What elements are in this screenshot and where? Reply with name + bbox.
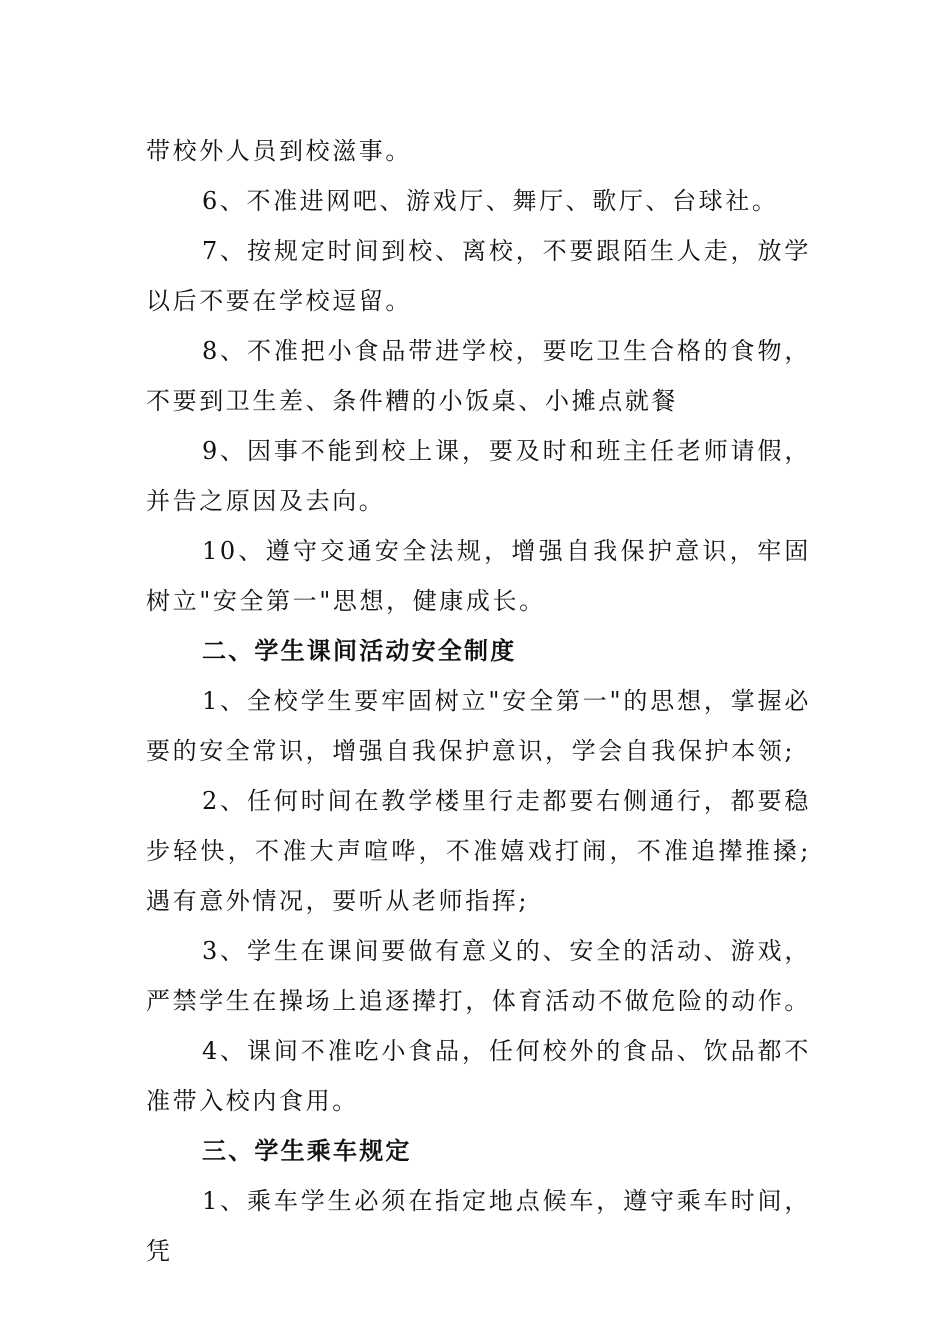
list-item-3: 3、学生在课间要做有意义的、安全的活动、游戏，严禁学生在操场上追逐撵打，体育活动不做危险的动作。 xyxy=(146,937,811,1015)
list-item-10: 10、遵守交通安全法规，增强自我保护意识，牢固树立"安全第一"思想，健康成长。 xyxy=(146,537,811,615)
list-item-7: 7、按规定时间到校、离校，不要跟陌生人走，放学以后不要在学校逗留。 xyxy=(146,237,811,315)
list-item-2: 2、任何时间在教学楼里行走都要右侧通行，都要稳步轻快，不准大声喧哗，不准嬉戏打闹，不准追撵推搡;遇有意外情况，要听从老师指挥; xyxy=(146,787,811,915)
list-item-1: 1、全校学生要牢固树立"安全第一"的思想，掌握必要的安全常识，增强自我保护意识，学会自我保护本领; xyxy=(146,687,811,765)
section-heading-3: 三、学生乘车规定 xyxy=(202,1137,412,1165)
list-item-6: 6、不准进网吧、游戏厅、舞厅、歌厅、台球社。 xyxy=(202,187,779,215)
list-item-9: 9、因事不能到校上课，要及时和班主任老师请假，并告之原因及去向。 xyxy=(146,437,811,515)
list-item-8: 8、不准把小食品带进学校，要吃卫生合格的食物，不要到卫生差、条件糟的小饭桌、小摊点就餐 xyxy=(146,337,811,415)
document-body xyxy=(146,126,811,1276)
list-item-4: 4、课间不准吃小食品，任何校外的食品、饮品都不准带入校内食用。 xyxy=(146,1037,811,1115)
list-item-1: 1、乘车学生必须在指定地点候车，遵守乘车时间，凭 xyxy=(146,1187,811,1265)
paragraph: 带校外人员到校滋事。 xyxy=(146,137,412,165)
section-heading-2: 二、学生课间活动安全制度 xyxy=(202,637,517,665)
